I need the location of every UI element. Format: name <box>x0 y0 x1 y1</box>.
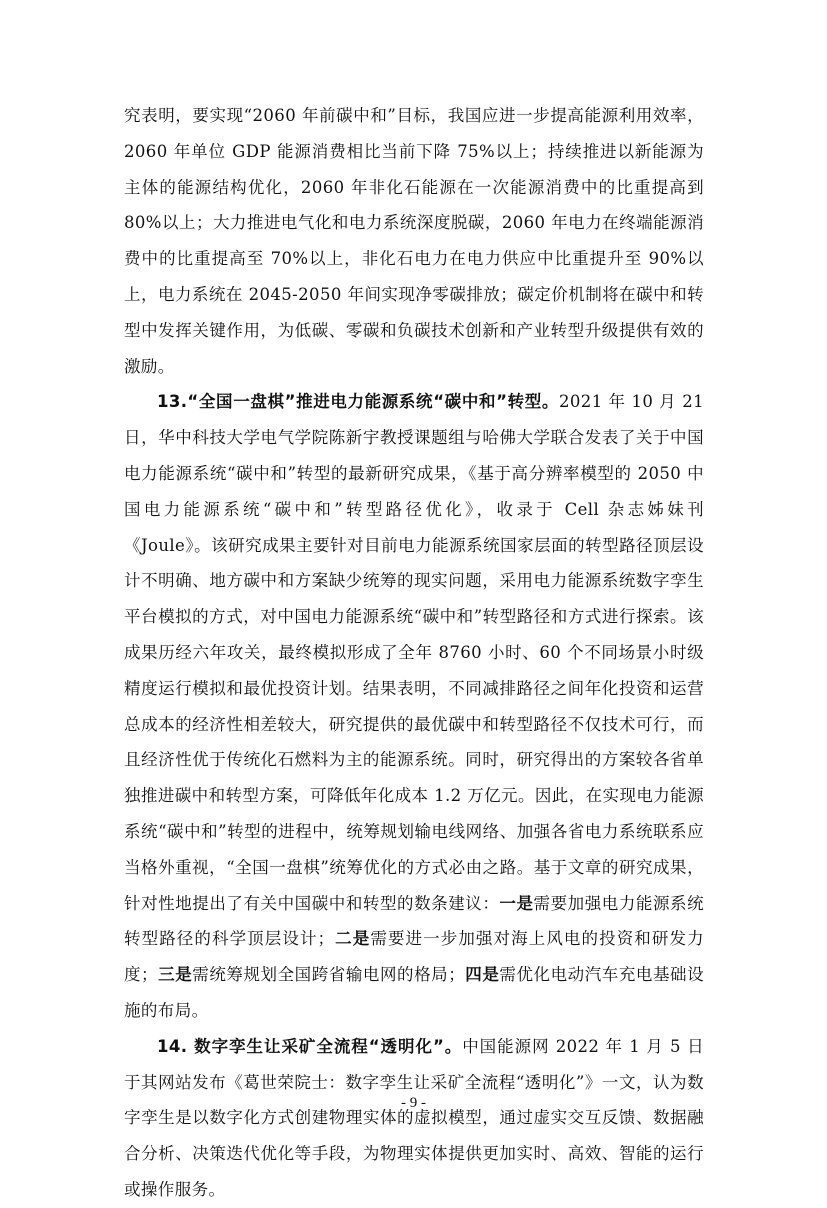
paragraph-14-text: 中国能源网 2022 年 1 月 5 日于其网站发布《葛世荣院士：数字孪生让采矿全流程“透明化”》一文，认为数字孪生是以数字化方式创建物理实体的虚拟模型，通过虚实交互反馈、数据融合分析、决策迭代优化等手段，为物理实体提供更加实时、高效、智能的运行或操作服务。 <box>124 1036 704 1199</box>
suggestion-2-label: 二是 <box>334 929 371 949</box>
suggestion-3-label: 三是 <box>157 965 193 985</box>
section-heading-13: 13.“全国一盘棋”推进电力能源系统“碳中和”转型。 <box>157 392 559 412</box>
paragraph-digital-twin-mining <box>124 1029 704 1208</box>
suggestion-1-text: 需要加强电力能源系统转型路径的科学顶层设计； <box>124 893 704 949</box>
paragraph-power-system-transition <box>124 384 704 1028</box>
section-heading-14: 14. 数字孪生让采矿全流程“透明化”。 <box>157 1036 463 1056</box>
suggestion-1-label: 一是 <box>499 893 534 913</box>
suggestion-2-text: 需要进一步加强对海上风电的投资和研发力度； <box>124 929 704 985</box>
paragraph-carbon-neutral-goals: 究表明，要实现“2060 年前碳中和”目标，我国应进一步提高能源利用效率，2060 年单位 GDP 能源消费相比当前下降 75%以上；持续推进以新能源为主体的能源结构优化，2060 年非化石能源在一次能源消费中的比重提高到 80%以上；大力推进电气化和电力系统深度脱碳，2060 年电力在终端能源消费中的比重提高至 70%以上，非化石电力在电力供应中比重提升至 90%以上，电力系统在 2045-2050 年间实现净零碳排放；碳定价机制将在碳中和转型中发挥关键作用，为低碳、零碳和负碳技术创新和产业转型升级提供有效的激励。 <box>124 106 704 376</box>
body-text <box>124 98 704 1208</box>
paragraph-13-text: 2021 年 10 月 21 日，华中科技大学电气学院陈新宇教授课题组与哈佛大学联合发表了关于中国电力能源系统“碳中和”转型的最新研究成果，《基于高分辨率模型的 2050 中国电力能源系统“碳中和”转型路径优化》，收录于 Cell 杂志姊妹刊《Joule》。该研究成果主要针对目前电力能源系统国家层面的转型路径顶层设计不明确、地方碳中和方案缺少统筹的现实问题，采用电力能源系统数字孪生平台模拟的方式，对中国电力能源系统“碳中和”转型路径和方式进行探索。该成果历经六年攻关，最终模拟形成了全年 8760 小时、60 个不同场景小时级精度运行模拟和最优投资计划。结果表明，不同减排路径之间年化投资和运营总成本的经济性相差较大，研究提供的最优碳中和转型路径不仅技术可行，而且经济性优于传统化石燃料为主的能源系统。同时，研究得出的方案较各省单独推进碳中和转型方案，可降低年化成本 1.2 万亿元。因此，在实现电力能源系统“碳中和”转型的进程中，统筹规划输电线网络、加强各省电力系统联系应当格外重视，“全国一盘棋”统筹优化的方式必由之路。基于文章的研究成果，针对性地提出了有关中国碳中和转型的数条建议： <box>124 392 704 913</box>
suggestion-3-text: 需统筹规划全国跨省输电网的格局； <box>192 965 466 985</box>
suggestion-4-label: 四是 <box>465 965 500 985</box>
page-number: - 9 - <box>401 1095 426 1111</box>
suggestion-4-text: 需优化电动汽车充电基础设施的布局。 <box>124 965 704 1020</box>
